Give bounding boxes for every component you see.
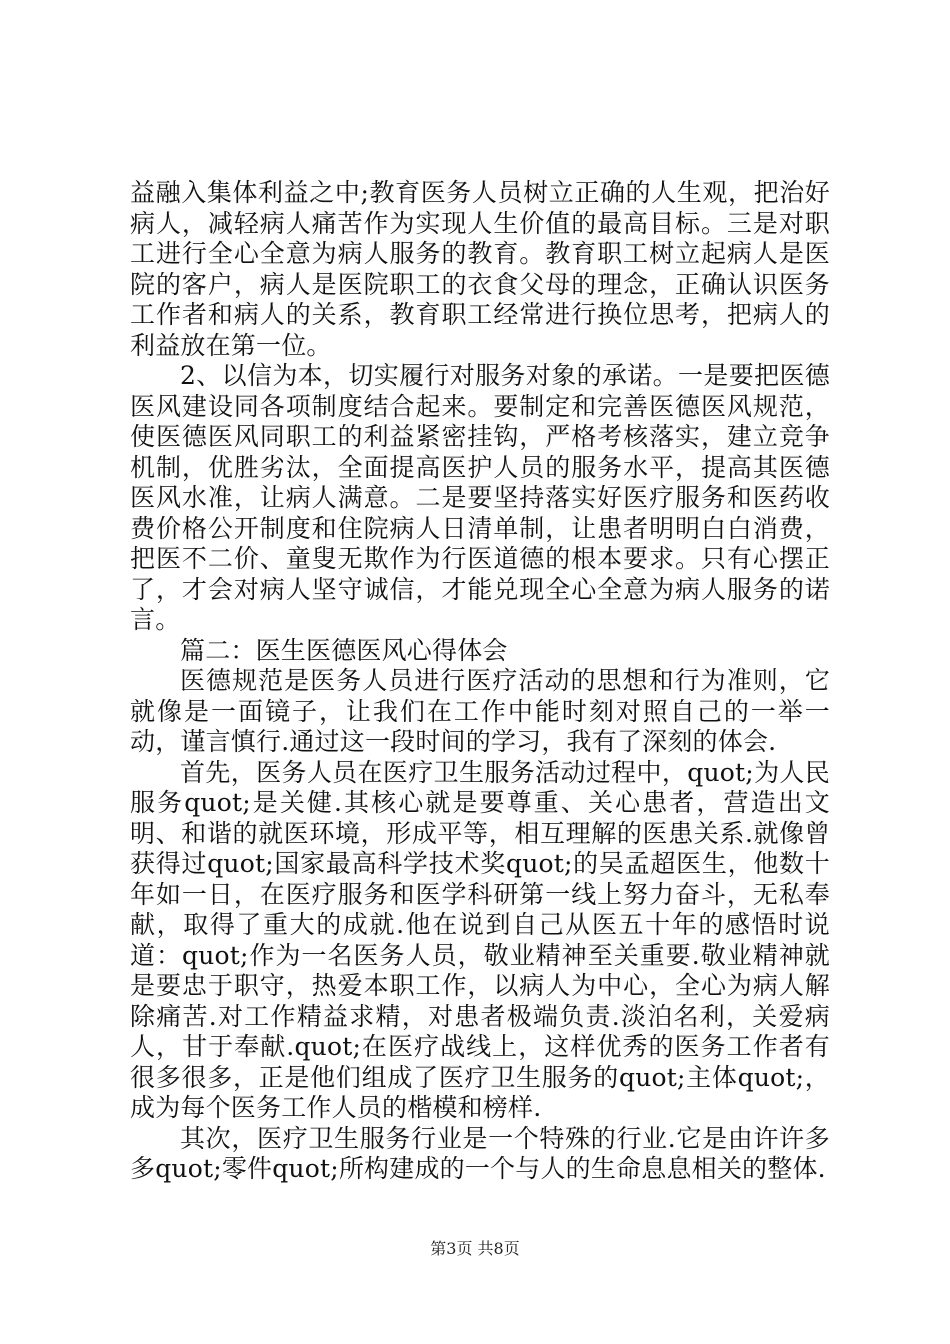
- section-heading: 篇二：医生医德医风心得体会: [180, 635, 508, 665]
- paragraph-5: 其次，医疗卫生服务行业是一个特殊的行业.它是由许许多多quot;零件quot;所构建成的一个与人的生命息息相关的整体.: [130, 1123, 830, 1183]
- document-body: [130, 178, 830, 1185]
- page-number-footer: 第3页 共8页: [430, 1239, 520, 1258]
- paragraph-2: 2、以信为本，切实履行对服务对象的承诺。一是要把医德医风建设同各项制度结合起来。要制定和完善医德医风规范，使医德医风同职工的利益紧密挂钩，严格考核落实，建立竞争机制，优胜劣汰，全面提高医护人员的服务水平，提高其医德医风水准，让病人满意。二是要坚持落实好医疗服务和医药收费价格公开制度和住院病人日清单制，让患者明明白白消费，把医不二价、童叟无欺作为行医道德的根本要求。只有心摆正了，才会对病人坚守诚信，才能兑现全心全意为病人服务的诺言。: [130, 361, 830, 634]
- paragraph-1: 益融入集体利益之中;教育医务人员树立正确的人生观，把治好病人，减轻病人痛苦作为实现人生价值的最高目标。三是对职工进行全心全意为病人服务的教育。教育职工树立起病人是医院的客户，病人是医院职工的衣食父母的理念，正确认识医务工作者和病人的关系，教育职工经常进行换位思考，把病人的利益放在第一位。: [130, 178, 830, 360]
- paragraph-3: 医德规范是医务人员进行医疗活动的思想和行为准则，它就像是一面镜子，让我们在工作中能时刻对照自己的一举一动，谨言慎行.通过这一段时间的学习，我有了深刻的体会.: [130, 666, 830, 756]
- paragraph-4: 首先，医务人员在医疗卫生服务活动过程中，quot;为人民服务quot;是关健.其核心就是要尊重、关心患者，营造出文明、和谐的就医环境，形成平等，相互理解的医患关系.就像曾获得过quot;国家最高科学技术奖quot;的吴孟超医生，他数十年如一日，在医疗服务和医学科研第一线上努力奋斗，无私奉献，取得了重大的成就.他在说到自己从医五十年的感悟时说道：quot;作为一名医务人员，敬业精神至关重要.敬业精神就是要忠于职守，热爱本职工作，以病人为中心，全心为病人解除痛苦.对工作精益求精，对患者极端负责.淡泊名利，关爱病人，甘于奉献.quot;在医疗战线上，这样优秀的医务工作者有很多很多，正是他们组成了医疗卫生服务的quot;主体quot;，成为每个医务工作人员的楷模和榜样.: [130, 757, 830, 1122]
